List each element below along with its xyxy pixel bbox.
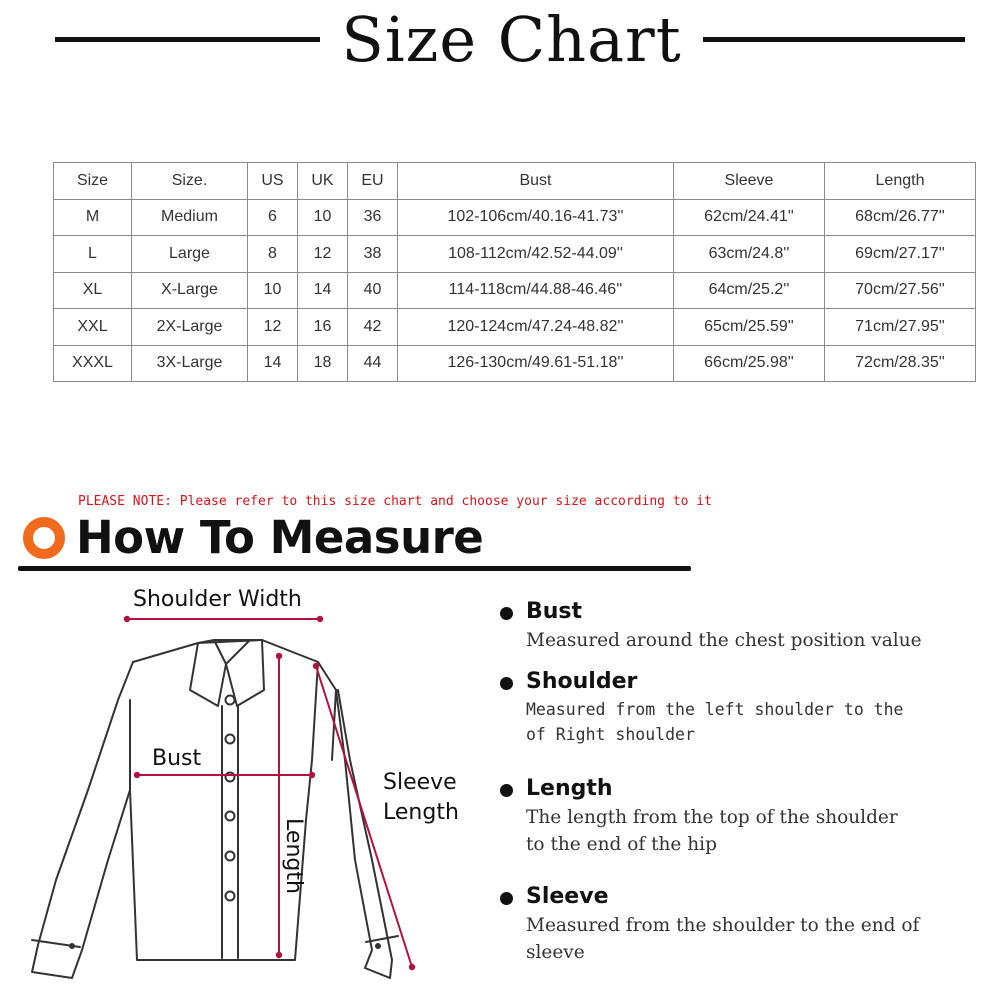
table-cell: 62cm/24.41''	[674, 199, 825, 236]
bust-label: Bust	[152, 746, 202, 771]
table-cell: 10	[248, 272, 298, 309]
table-cell: Medium	[132, 199, 248, 236]
shoulder-width-label: Shoulder Width	[133, 587, 302, 612]
column-header: Size.	[132, 163, 248, 200]
table-cell: 42	[348, 309, 398, 346]
column-header: Size	[54, 163, 132, 200]
table-cell: 3X-Large	[132, 345, 248, 382]
measure-item-description: The length from the top of the shoulder to the end of the hip	[526, 807, 898, 855]
measure-item-title: Sleeve	[526, 884, 609, 909]
bullet-icon	[500, 607, 513, 620]
table-cell: M	[54, 199, 132, 236]
measure-item-description: Measured from the left shoulder to the of Right shoulder	[526, 700, 904, 744]
sleeve-length-label-line2: Length	[383, 800, 459, 825]
table-cell: 108-112cm/42.52-44.09''	[398, 236, 674, 273]
measure-item-title: Length	[526, 776, 613, 801]
table-cell: XXXL	[54, 345, 132, 382]
target-circle-icon	[22, 516, 66, 560]
how-to-measure-rule	[18, 566, 691, 571]
measure-item-description: Measured around the chest position value	[526, 630, 922, 651]
table-cell: 36	[348, 199, 398, 236]
table-cell: 102-106cm/40.16-41.73''	[398, 199, 674, 236]
title-rule-right	[703, 37, 965, 42]
table-cell: 70cm/27.56''	[825, 272, 976, 309]
table-cell: 40	[348, 272, 398, 309]
table-row	[54, 272, 976, 309]
table-cell: 12	[248, 309, 298, 346]
table-cell: 65cm/25.59''	[674, 309, 825, 346]
table-cell: L	[54, 236, 132, 273]
table-header-row	[54, 163, 976, 200]
table-cell: 120-124cm/47.24-48.82''	[398, 309, 674, 346]
table-cell: 66cm/25.98''	[674, 345, 825, 382]
table-cell: 64cm/25.2''	[674, 272, 825, 309]
size-note: PLEASE NOTE: Please refer to this size chart and choose your size according to it	[78, 494, 712, 509]
table-cell: 38	[348, 236, 398, 273]
table-cell: 6	[248, 199, 298, 236]
table-cell: 126-130cm/49.61-51.18''	[398, 345, 674, 382]
table-cell: 8	[248, 236, 298, 273]
sleeve-length-label-line1: Sleeve	[383, 770, 457, 795]
column-header: Length	[825, 163, 976, 200]
table-cell: 14	[298, 272, 348, 309]
table-cell: 63cm/24.8''	[674, 236, 825, 273]
table-cell: 10	[298, 199, 348, 236]
column-header: UK	[298, 163, 348, 200]
measure-item-title: Shoulder	[526, 669, 638, 694]
measure-item-title: Bust	[526, 599, 583, 624]
table-row	[54, 199, 976, 236]
table-cell: 44	[348, 345, 398, 382]
table-cell: 16	[298, 309, 348, 346]
size-table	[53, 162, 976, 382]
column-header: EU	[348, 163, 398, 200]
table-cell: 2X-Large	[132, 309, 248, 346]
column-header: Bust	[398, 163, 674, 200]
table-cell: 14	[248, 345, 298, 382]
table-cell: 114-118cm/44.88-46.46''	[398, 272, 674, 309]
column-header: US	[248, 163, 298, 200]
table-cell: 18	[298, 345, 348, 382]
table-cell: 69cm/27.17''	[825, 236, 976, 273]
bullet-icon	[500, 784, 513, 797]
length-label: Length	[280, 818, 306, 894]
table-cell: 72cm/28.35''	[825, 345, 976, 382]
page-title: Size Chart	[341, 3, 682, 76]
table-cell: Large	[132, 236, 248, 273]
table-cell: XL	[54, 272, 132, 309]
table-cell: X-Large	[132, 272, 248, 309]
size-chart-header	[0, 0, 1000, 80]
table-row	[54, 309, 976, 346]
how-to-measure-title: How To Measure	[76, 511, 484, 564]
bullet-icon	[500, 892, 513, 905]
table-row	[54, 236, 976, 273]
bullet-icon	[500, 677, 513, 690]
title-rule-left	[55, 37, 320, 42]
measure-item-description: Measured from the shoulder to the end of sleeve	[526, 915, 920, 963]
table-cell: XXL	[54, 309, 132, 346]
table-row	[54, 345, 976, 382]
column-header: Sleeve	[674, 163, 825, 200]
table-cell: 71cm/27.95''	[825, 309, 976, 346]
table-cell: 12	[298, 236, 348, 273]
table-cell: 68cm/26.77''	[825, 199, 976, 236]
